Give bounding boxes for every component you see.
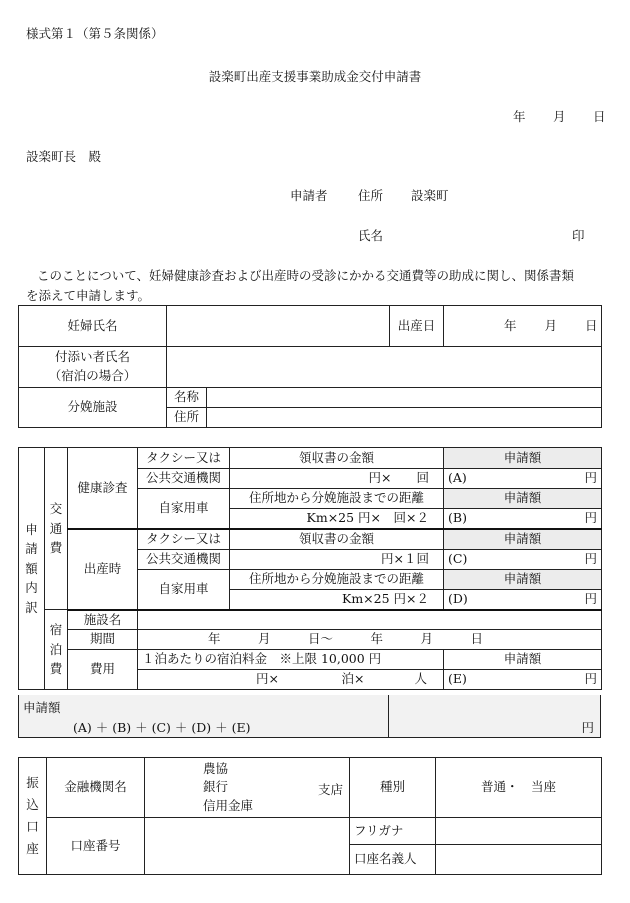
total-box — [18, 695, 601, 738]
yen-unit: 円 — [584, 671, 598, 687]
furigana-label: フリガナ — [350, 818, 436, 845]
expense-label: 費用 — [68, 650, 138, 690]
claim-e-field[interactable] — [444, 670, 602, 690]
account-holder-label: 口座名義人 — [350, 845, 436, 875]
facility-address-label: 住所 — [167, 408, 207, 428]
lodging-vertical-label: 宿 泊 費 — [45, 610, 68, 690]
taxi-label-1: タクシー又は — [138, 529, 230, 550]
birth-day: 日 — [585, 317, 598, 333]
account-number-label: 口座番号 — [47, 818, 145, 875]
claim-header: 申請額 — [444, 448, 602, 469]
attendant-name-field[interactable] — [167, 347, 602, 388]
bank-account-table — [18, 757, 602, 875]
taxi-label-2: 公共交通機関 — [138, 469, 230, 489]
body-text-line2: を添えて申請します。 — [26, 288, 151, 303]
total-label: 申請額 — [23, 700, 61, 715]
receipt-label: 領収書の金額 — [230, 448, 444, 469]
birth-year: 年 — [504, 317, 517, 333]
distance-label: 住所地から分娩施設までの距離 — [230, 489, 444, 509]
distance-label: 住所地から分娩施設までの距離 — [230, 570, 444, 590]
birth-car-formula[interactable]: Km×25 円×２ — [230, 590, 444, 610]
attendant-label-1: 付添い者氏名 — [54, 349, 130, 365]
claim-a-code: (A) — [448, 470, 467, 486]
claim-header: 申請額 — [444, 650, 602, 670]
applicant-label: 申請者 — [290, 188, 328, 203]
account-number-field[interactable] — [145, 818, 350, 875]
page-title: 設楽町出産支援事業助成金交付申請書 — [208, 69, 422, 84]
period-label: 期間 — [68, 630, 138, 650]
account-kind-label: 種別 — [350, 758, 436, 818]
name-label: 氏名 — [358, 228, 384, 243]
applicant-info-table — [18, 305, 602, 428]
receipt-label: 領収書の金額 — [230, 529, 444, 550]
transfer-vertical-label: 振 込 口 座 — [19, 758, 47, 875]
total-yen: 円 — [581, 720, 594, 735]
bank-name-field[interactable] — [145, 758, 350, 818]
bank-type-nokyo: 農協 — [203, 761, 229, 777]
total-formula: (A) ＋ (B) ＋ (C) ＋ (D) ＋ (E) — [73, 720, 251, 735]
facility-address-field[interactable] — [207, 408, 602, 428]
date-day: 日 — [593, 109, 606, 124]
car-label: 自家用車 — [138, 489, 230, 529]
claim-a-field[interactable] — [444, 469, 602, 489]
period-field[interactable]: 年 月 日～ 年 月 日 — [138, 630, 602, 650]
claim-c-field[interactable] — [444, 550, 602, 570]
seal-mark: 印 — [572, 228, 585, 243]
addressee: 設楽町長 殿 — [26, 149, 102, 164]
attendant-label — [19, 347, 167, 388]
taxi-label-2: 公共交通機関 — [138, 550, 230, 570]
claim-header: 申請額 — [444, 529, 602, 550]
furigana-field[interactable] — [436, 818, 602, 845]
checkup-taxi-formula[interactable]: 円× 回 — [230, 469, 444, 489]
birth-month: 月 — [544, 317, 558, 333]
address-label: 住所 — [358, 188, 384, 203]
claim-b-field[interactable] — [444, 509, 602, 529]
birth-taxi-formula[interactable]: 円×１回 — [230, 550, 444, 570]
breakdown-vertical-label: 申 請 額 内 訳 — [19, 448, 45, 690]
date-year: 年 — [513, 109, 526, 124]
pregnant-name-label: 妊婦氏名 — [19, 306, 167, 347]
car-label: 自家用車 — [138, 570, 230, 610]
claim-b-code: (B) — [448, 510, 467, 526]
bank-type-bank: 銀行 — [203, 779, 229, 795]
checkup-car-formula[interactable]: Km×25 円× 回×２ — [230, 509, 444, 529]
lodging-facility-label: 施設名 — [68, 610, 138, 630]
claim-d-code: (D) — [448, 591, 468, 607]
birth-date-label: 出産日 — [390, 306, 444, 347]
claim-header: 申請額 — [444, 489, 602, 509]
claim-e-code: (E) — [448, 671, 467, 687]
bank-type-shinkin: 信用金庫 — [203, 797, 254, 813]
branch-label: 支店 — [317, 782, 343, 797]
taxi-label-1: タクシー又は — [138, 448, 230, 469]
date-month: 月 — [553, 109, 566, 124]
claim-d-field[interactable] — [444, 590, 602, 610]
lodging-formula[interactable]: 円× 泊× 人 — [138, 670, 444, 690]
transport-vertical-label: 交 通 費 — [45, 448, 68, 610]
checkup-label: 健康診査 — [68, 448, 138, 529]
facility-name-field[interactable] — [207, 388, 602, 408]
facility-label: 分娩施設 — [19, 388, 167, 428]
pregnant-name-field[interactable] — [167, 306, 390, 347]
attendant-label-2: （宿泊の場合） — [48, 368, 137, 383]
claim-c-code: (C) — [448, 551, 468, 567]
birth-time-label: 出産時 — [68, 529, 138, 610]
total-amount-field[interactable] — [389, 695, 600, 737]
birth-date-field[interactable] — [444, 306, 602, 347]
form-number: 様式第１（第５条関係） — [26, 26, 164, 41]
claim-header: 申請額 — [444, 570, 602, 590]
yen-unit: 円 — [584, 591, 598, 607]
yen-unit: 円 — [584, 470, 598, 486]
body-text-line1: このことについて、妊婦健康診査および出産時の受診にかかる交通費等の助成に関し、関係書類 — [37, 268, 575, 283]
account-kind-options[interactable]: 普通・ 当座 — [436, 758, 602, 818]
account-holder-field[interactable] — [436, 845, 602, 875]
per-night-note: １泊あたりの宿泊料金 ※上限 10,000 円 — [138, 650, 444, 670]
yen-unit: 円 — [584, 551, 598, 567]
lodging-facility-field[interactable] — [138, 610, 602, 630]
bank-name-label: 金融機関名 — [47, 758, 145, 818]
yen-unit: 円 — [584, 510, 598, 526]
address-value: 設楽町 — [411, 188, 449, 203]
claim-breakdown-table — [18, 447, 602, 690]
facility-name-label: 名称 — [167, 388, 207, 408]
